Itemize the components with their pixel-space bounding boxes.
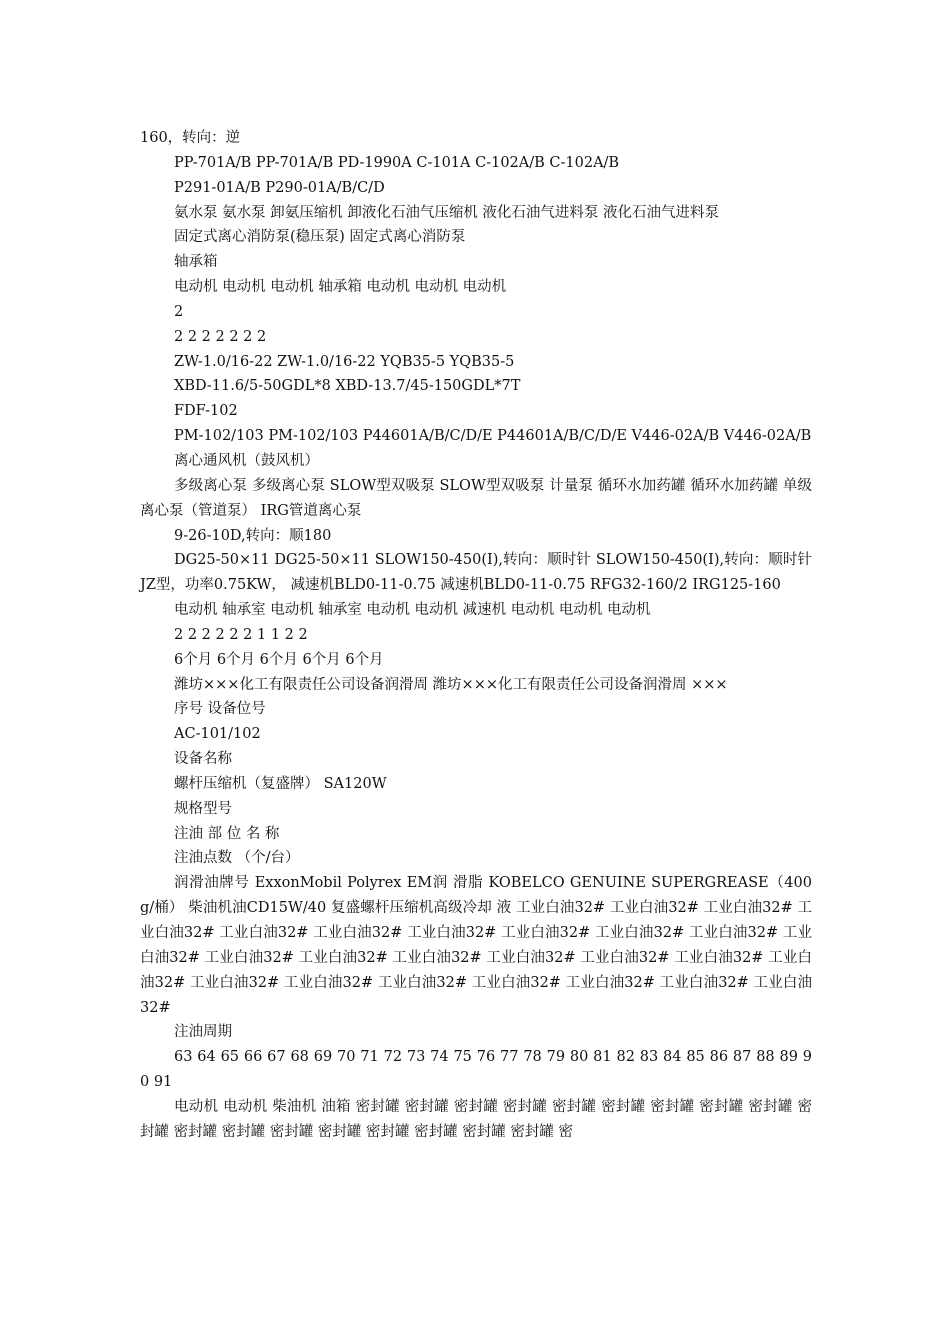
paragraph: 电动机 轴承室 电动机 轴承室 电动机 电动机 减速机 电动机 电动机 电动机	[174, 602, 651, 619]
paragraph: 电动机 电动机 电动机 轴承箱 电动机 电动机 电动机	[174, 279, 507, 296]
paragraph: 2 2 2 2 2 2 2	[174, 328, 267, 345]
paragraph: 2 2 2 2 2 2 1 1 2 2	[174, 626, 308, 643]
paragraph: FDF-102	[174, 403, 238, 420]
paragraph: 注油周期	[174, 1024, 232, 1041]
paragraph: 160，转向：逆	[140, 130, 241, 146]
paragraph: 电动机 电动机 柴油机 油箱 密封罐 密封罐 密封罐 密封罐 密封罐 密封罐 密封罐 密封罐 密封罐 密封罐 密封罐 密封罐 密封罐 密封罐 密封罐 密封罐 密封罐 密封罐 密	[140, 1098, 812, 1140]
paragraph: 6个月 6个月 6个月 6个月 6个月	[174, 651, 384, 668]
paragraph: 氨水泵 氨水泵 卸氨压缩机 卸液化石油气压缩机 液化石油气进料泵 液化石油气进料泵	[174, 204, 720, 221]
paragraph: P291-01A/B P290-01A/B/C/D	[174, 179, 385, 196]
paragraph: 注油 部 位 名 称	[174, 825, 280, 842]
document-body	[140, 126, 812, 1145]
paragraph: XBD-11.6/5-50GDL*8 XBD-13.7/45-150GDL*7T	[174, 378, 521, 395]
paragraph: 潍坊×××化工有限责任公司设备润滑周 潍坊×××化工有限责任公司设备润滑周 ×××	[174, 676, 728, 693]
paragraph: 注油点数 （个/台）	[174, 850, 300, 867]
paragraph: ZW-1.0/16-22 ZW-1.0/16-22 YQB35-5 YQB35-5	[174, 353, 515, 370]
paragraph: 9-26-10D,转向：顺180	[174, 527, 332, 544]
paragraph: 序号 设备位号	[174, 701, 266, 718]
paragraph: 轴承箱	[174, 254, 218, 271]
paragraph: 规格型号	[174, 800, 232, 817]
paragraph: 离心通风机（鼓风机）	[174, 452, 319, 469]
paragraph: 设备名称	[174, 751, 232, 768]
paragraph: 固定式离心消防泵(稳压泵) 固定式离心消防泵	[174, 229, 466, 246]
paragraph: 2	[174, 303, 184, 320]
paragraph: AC-101/102	[174, 726, 261, 743]
paragraph: 多级离心泵 多级离心泵 SLOW型双吸泵 SLOW型双吸泵 计量泵 循环水加药罐 循环水加药罐 单级离心泵（管道泵） IRG管道离心泵	[140, 477, 812, 519]
paragraph: 螺杆压缩机（复盛牌） SA120W	[174, 775, 387, 792]
paragraph: DG25-50×11 DG25-50×11 SLOW150-450(I),转向：顺时针 SLOW150-450(I),转向：顺时针 JZ型，功率0.75KW， 减速机BLD0-11-0.75 减速机BLD0-11-0.75 RFG32-160/2 IRG125-160	[140, 552, 812, 594]
paragraph: PP-701A/B PP-701A/B PD-1990A C-101A C-102A/B C-102A/B	[174, 154, 620, 171]
paragraph: 润滑油牌号 ExxonMobil Polyrex EM润 滑脂 KOBELCO GENUINE SUPERGREASE（400g/桶） 柴油机油CD15W/40 复盛螺杆压缩机高级冷却 液 工业白油32# 工业白油32# 工业白油32# 工业白油32# 工业白油32# 工业白油32# 工业白油32# 工业白油32# 工业白油32# 工业白油32# 工业白油32# 工业白油32# 工业白油32# 工业白油32# 工业白油32# 工业白油32# 工业白油32# 工业白油32# 工业白油32# 工业白油32# 工业白油32# 工业白油32# 工业白油32# 工业白油32# 工业白油32#	[140, 875, 812, 1016]
paragraph: 63 64 65 66 67 68 69 70 71 72 73 74 75 76 77 78 79 80 81 82 83 84 85 86 87 88 89 90 91	[140, 1049, 812, 1091]
paragraph: PM-102/103 PM-102/103 P44601A/B/C/D/E P44601A/B/C/D/E V446-02A/B V446-02A/B	[174, 428, 812, 445]
